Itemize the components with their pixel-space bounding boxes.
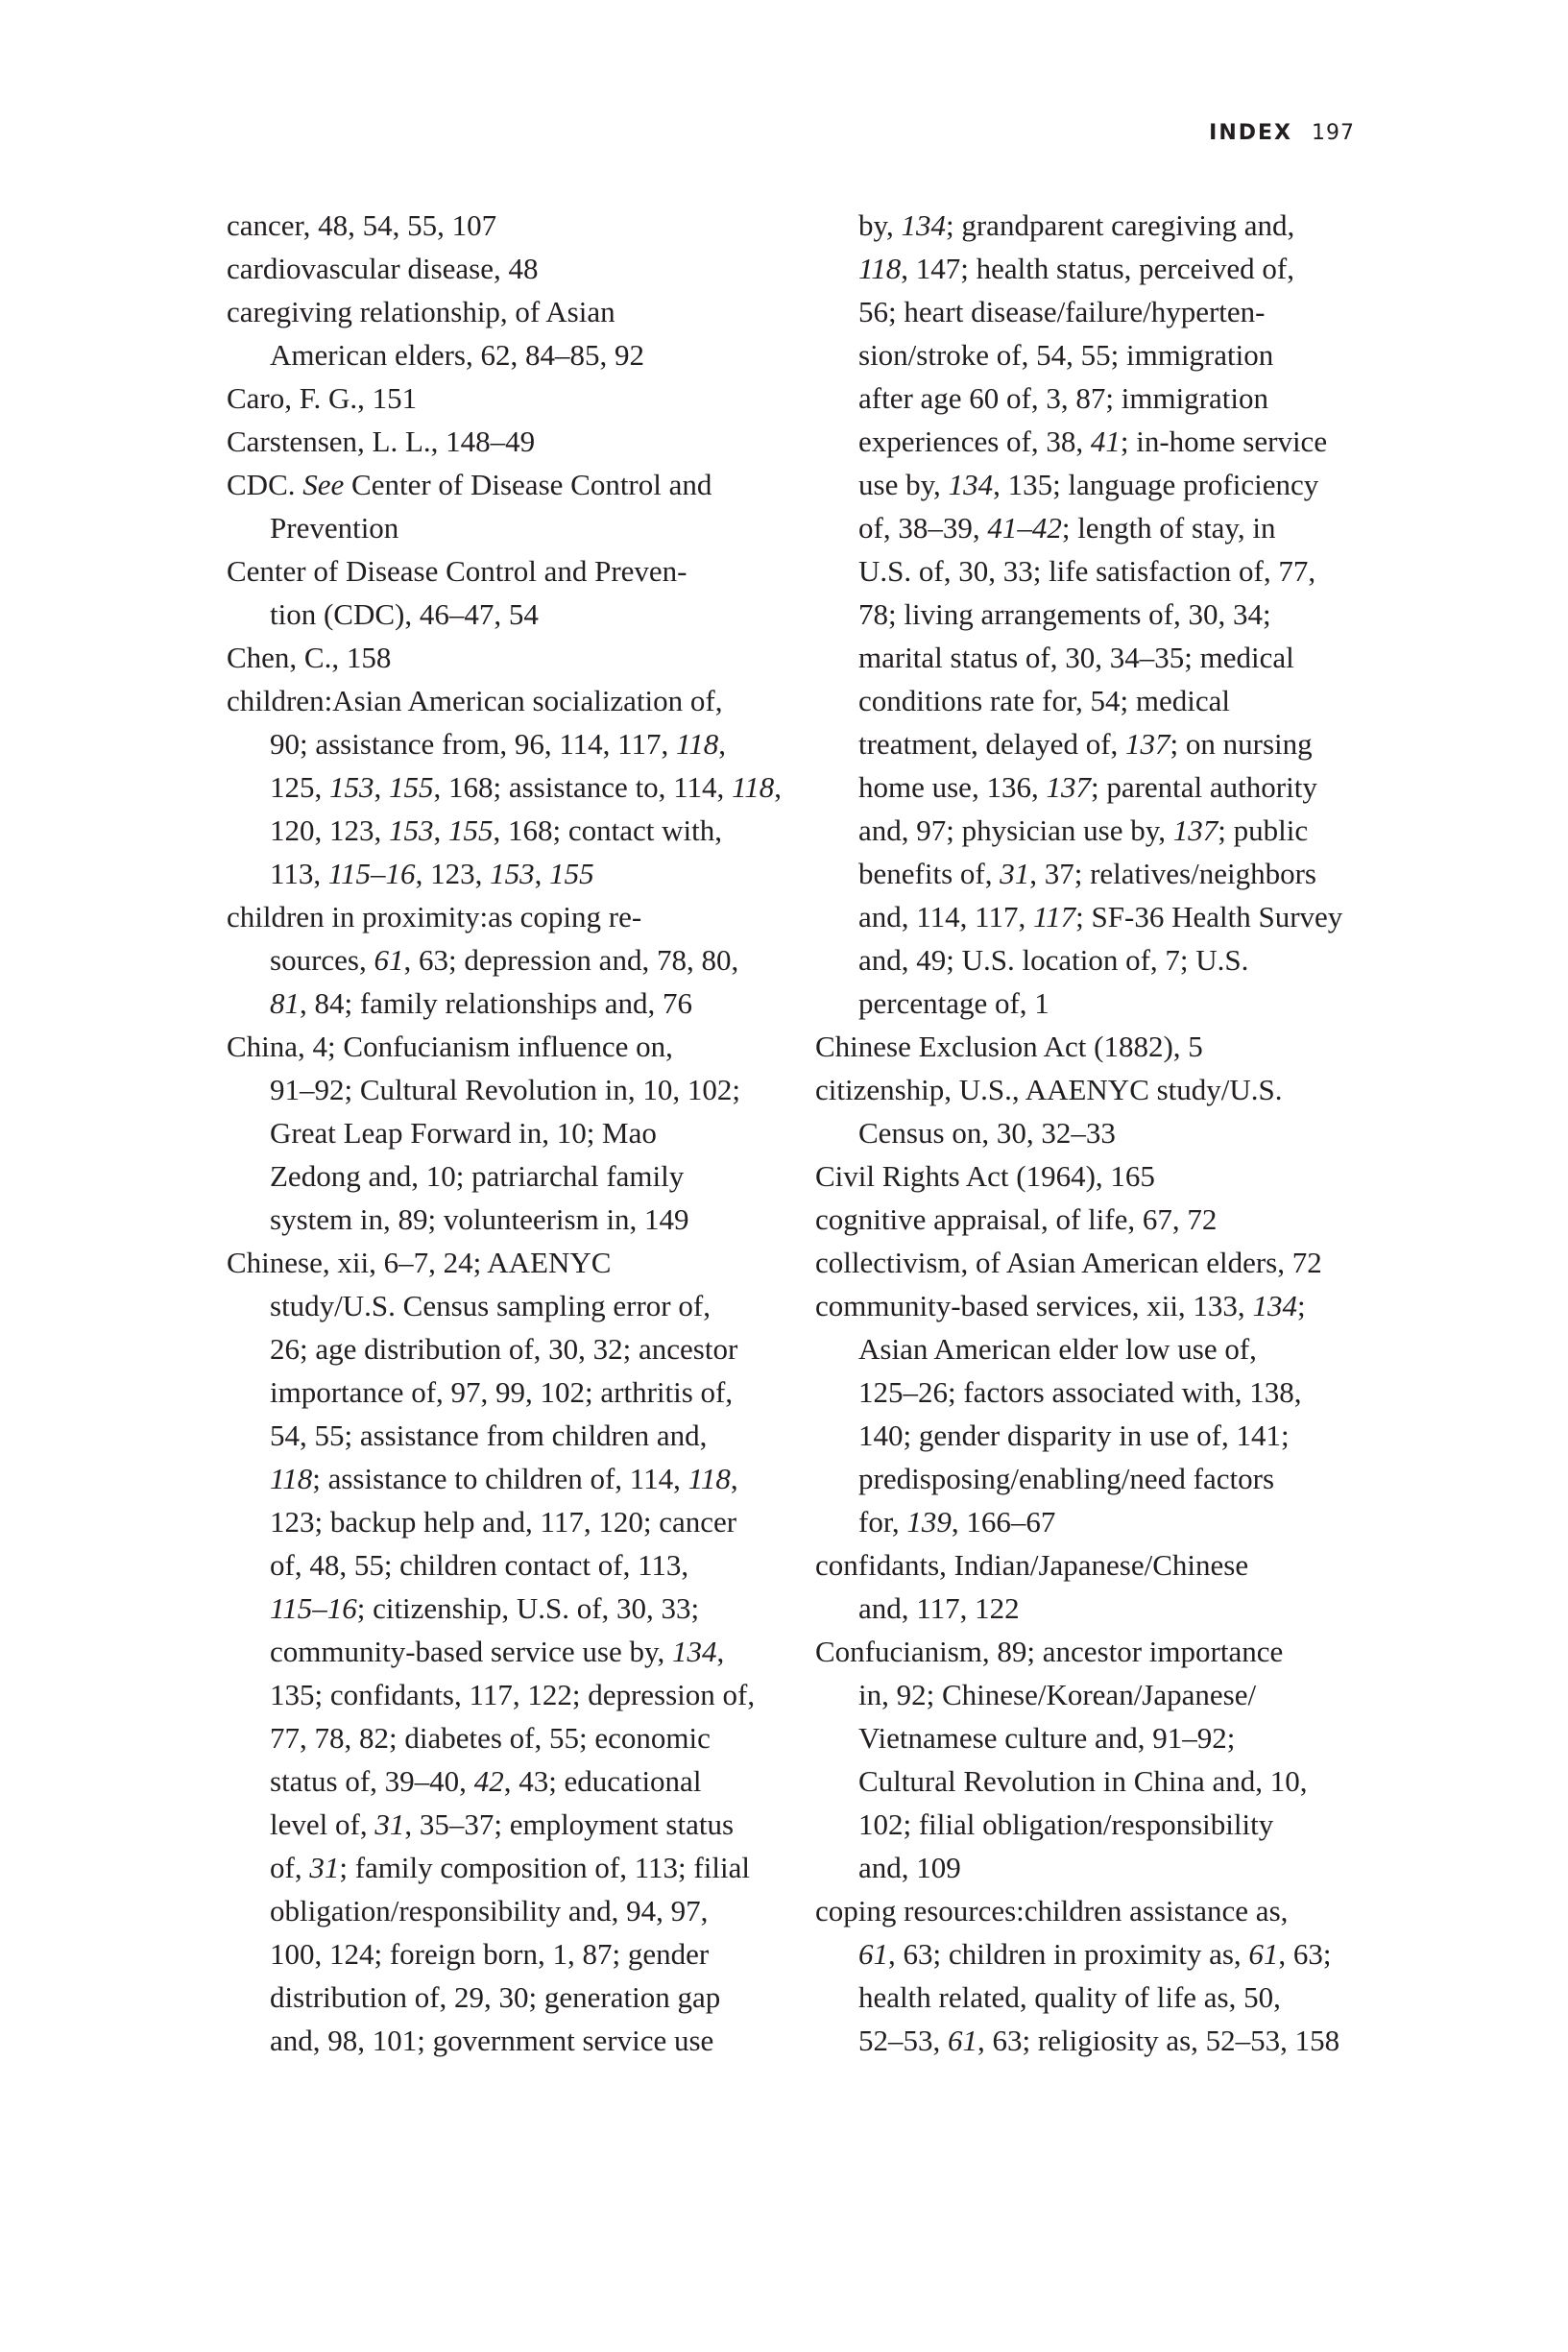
entry-text: , 63; religiosity as, 52–53, 158 [977, 2024, 1340, 2057]
entry-text: and, 117, 122 [858, 1591, 1020, 1625]
index-entry-continuation [815, 1327, 1382, 1370]
entry-text: marital status of, 30, 34–35; medical [858, 641, 1294, 674]
entry-text: 113, [270, 857, 328, 890]
index-entry [815, 1154, 1382, 1198]
index-entry-continuation [227, 506, 803, 549]
index-entry-continuation [227, 1327, 803, 1370]
index-entry-continuation [815, 1370, 1382, 1414]
index-entry-continuation [227, 1889, 803, 1932]
italic-page-ref: 117 [1032, 900, 1076, 934]
index-entry-continuation [815, 1846, 1382, 1889]
entry-text: , 84; family relationships and, 76 [300, 986, 692, 1020]
entry-text: by, [858, 208, 902, 242]
entry-text: citizenship, U.S., AAENYC study/U.S. [815, 1073, 1283, 1106]
entry-text: Chen, C., 158 [227, 641, 392, 674]
entry-text: ; assistance to children of, 114, [312, 1462, 688, 1495]
entry-text: , 43; educational [503, 1764, 702, 1798]
entry-text: 26; age distribution of, 30, 32; ancestor [270, 1332, 738, 1366]
entry-text: percentage of, 1 [858, 986, 1049, 1020]
index-entry-continuation [227, 1111, 803, 1154]
index-entry-continuation [815, 376, 1382, 420]
index-entry-continuation [227, 765, 803, 809]
italic-page-ref: 61 [1248, 1937, 1279, 1971]
index-entry-continuation [815, 549, 1382, 593]
entry-text: China, 4; Confucianism influence on, [227, 1030, 673, 1063]
entry-text: 102; filial obligation/responsibility [858, 1807, 1274, 1841]
entry-text: 125–26; factors associated with, 138, [858, 1375, 1302, 1409]
entry-text: Asian American elder low use of, [858, 1332, 1257, 1366]
entry-text: Center of Disease Control and [344, 468, 712, 501]
index-entry-continuation [815, 1932, 1382, 1976]
entry-text: children in proximity:as coping re- [227, 900, 642, 934]
entry-text: , 123, [415, 857, 491, 890]
index-entry [227, 679, 803, 722]
entry-text: , 37; relatives/neighbors [1029, 857, 1316, 890]
entry-text: ; in-home service [1120, 424, 1328, 458]
index-entry-continuation [815, 765, 1382, 809]
italic-page-ref: 31 [309, 1851, 340, 1884]
entry-text: ; SF-36 Health Survey [1075, 900, 1343, 934]
index-entry [815, 1284, 1382, 1327]
italic-page-ref: 137 [1125, 727, 1170, 761]
index-entry-continuation [815, 593, 1382, 636]
entry-text: system in, 89; volunteerism in, 149 [270, 1202, 689, 1236]
entry-text: of, 38–39, [858, 511, 988, 545]
index-entry-continuation [227, 1976, 803, 2019]
index-entry-continuation [815, 2019, 1382, 2062]
index-entry-continuation [227, 1198, 803, 1241]
italic-page-ref: 118 [688, 1462, 731, 1495]
entry-text: , [534, 857, 550, 890]
entry-text: ; citizenship, U.S. of, 30, 33; [356, 1591, 700, 1625]
index-entry [227, 895, 803, 938]
index-entry-continuation [227, 1414, 803, 1457]
index-entry [815, 1068, 1382, 1111]
italic-page-ref: 153 [490, 857, 535, 890]
entry-text: in, 92; Chinese/Korean/Japanese/ [858, 1678, 1257, 1711]
entry-text: children:Asian American socialization of, [227, 684, 723, 717]
entry-text: , 166–67 [951, 1505, 1056, 1539]
index-entry-continuation [227, 1284, 803, 1327]
entry-text: ; on nursing [1170, 727, 1313, 761]
italic-page-ref: 118 [732, 770, 775, 804]
entry-text: 54, 55; assistance from children and, [270, 1418, 708, 1452]
entry-text: use by, [858, 468, 949, 501]
entry-text: 125, [270, 770, 329, 804]
running-head [1209, 121, 1355, 145]
entry-text: , 63; children in proximity as, [888, 1937, 1249, 1971]
index-entry-continuation [815, 333, 1382, 376]
index-entry-continuation [227, 1932, 803, 1976]
italic-page-ref: 41–42 [987, 511, 1062, 545]
entry-text: Census on, 30, 32–33 [858, 1116, 1116, 1150]
entry-text: 135; confidants, 117, 122; depression of, [270, 1678, 756, 1711]
entry-text: home use, 136, [858, 770, 1047, 804]
italic-page-ref: 42 [473, 1764, 504, 1798]
index-entry [227, 1241, 803, 1284]
entry-text: Zedong and, 10; patriarchal family [270, 1159, 685, 1193]
index-entry-continuation [227, 2019, 803, 2062]
index-entry [815, 1198, 1382, 1241]
entry-text: and, 49; U.S. location of, 7; U.S. [858, 943, 1249, 977]
entry-text: coping resources:children assistance as, [815, 1894, 1289, 1928]
index-entry [815, 1543, 1382, 1587]
index-entry [227, 636, 803, 679]
entry-text: 120, 123, [270, 813, 389, 847]
index-entry-continuation [815, 1716, 1382, 1759]
entry-text: , 63; depression and, 78, 80, [403, 943, 739, 977]
entry-text: American elders, 62, 84–85, 92 [270, 338, 644, 372]
entry-text: Carstensen, L. L., 148–49 [227, 424, 536, 458]
entry-text: Chinese, xii, 6–7, 24; AAENYC [227, 1246, 612, 1279]
index-entry-continuation [815, 1500, 1382, 1543]
italic-page-ref: 118 [676, 727, 719, 761]
italic-page-ref: 61 [948, 2024, 977, 2057]
index-entry-continuation [815, 722, 1382, 765]
index-entry-continuation [227, 1846, 803, 1889]
entry-text: Vietnamese culture and, 91–92; [858, 1721, 1236, 1755]
italic-page-ref: 31 [374, 1807, 405, 1841]
index-entry-continuation [815, 1759, 1382, 1803]
entry-text: , [730, 1462, 738, 1495]
index-entry-continuation [227, 593, 803, 636]
index-entry-continuation [227, 722, 803, 765]
index-entry-continuation [227, 852, 803, 895]
section-label: INDEX [1209, 121, 1292, 145]
italic-page-ref: 134 [671, 1635, 717, 1668]
index-entry-continuation [815, 636, 1382, 679]
entry-text: ; parental authority [1090, 770, 1317, 804]
italic-page-ref: 118 [858, 252, 902, 285]
index-entry-continuation [815, 290, 1382, 333]
entry-text: sources, [270, 943, 374, 977]
entry-text: Great Leap Forward in, 10; Mao [270, 1116, 657, 1150]
index-entry [227, 247, 803, 290]
index-entry-continuation [227, 938, 803, 982]
index-entry-continuation [815, 1587, 1382, 1630]
entry-text: 77, 78, 82; diabetes of, 55; economic [270, 1721, 711, 1755]
entry-text: community-based services, xii, 133, [815, 1289, 1253, 1322]
italic-page-ref: 31 [1000, 857, 1030, 890]
entry-text: cognitive appraisal, of life, 67, 72 [815, 1202, 1218, 1236]
italic-page-ref: 155 [448, 813, 494, 847]
entry-text: , [374, 770, 389, 804]
entry-text: , 168; contact with, [493, 813, 722, 847]
index-entry-continuation [227, 1500, 803, 1543]
entry-text: tion (CDC), 46–47, 54 [270, 597, 539, 631]
entry-text: and, 109 [858, 1851, 961, 1884]
index-entry-continuation [227, 333, 803, 376]
entry-text: benefits of, [858, 857, 1001, 890]
index-entry-continuation [227, 1716, 803, 1759]
index-entry-continuation [815, 1976, 1382, 2019]
index-entry-continuation [227, 1370, 803, 1414]
entry-text: 100, 124; foreign born, 1, 87; gender [270, 1937, 710, 1971]
index-entry-continuation [227, 1068, 803, 1111]
index-entry [227, 290, 803, 333]
entry-text: level of, [270, 1807, 375, 1841]
index-entry-continuation [815, 506, 1382, 549]
italic-page-ref: 153 [329, 770, 374, 804]
index-entry-continuation [227, 1803, 803, 1846]
entry-text: 78; living arrangements of, 30, 34; [858, 597, 1271, 631]
index-entry-continuation [815, 1414, 1382, 1457]
entry-text: treatment, delayed of, [858, 727, 1126, 761]
italic-page-ref: 134 [901, 208, 946, 242]
italic-page-ref: See [302, 468, 345, 501]
index-entry-continuation [815, 895, 1382, 938]
italic-page-ref: 41 [1090, 424, 1121, 458]
entry-text: , 135; language proficiency [993, 468, 1319, 501]
entry-text: 56; heart disease/failure/hyperten- [858, 295, 1266, 328]
entry-text: , 147; health status, perceived of, [901, 252, 1294, 285]
index-entry [815, 1025, 1382, 1068]
index-entry-continuation [227, 1673, 803, 1716]
index-entry [815, 1889, 1382, 1932]
entry-text: for, [858, 1505, 907, 1539]
entry-text: and, 98, 101; government service use [270, 2024, 714, 2057]
index-entry-continuation [815, 1673, 1382, 1716]
index-entry-continuation [815, 420, 1382, 463]
entry-text: conditions rate for, 54; medical [858, 684, 1231, 717]
entry-text: Confucianism, 89; ancestor importance [815, 1635, 1284, 1668]
index-entry [227, 1025, 803, 1068]
entry-text: status of, 39–40, [270, 1764, 474, 1798]
italic-page-ref: 61 [374, 943, 404, 977]
entry-text: distribution of, 29, 30; generation gap [270, 1980, 721, 2014]
entry-text: U.S. of, 30, 33; life satisfaction of, 77, [858, 554, 1316, 588]
entry-text: Chinese Exclusion Act (1882), 5 [815, 1030, 1203, 1063]
entry-text: 91–92; Cultural Revolution in, 10, 102; [270, 1073, 740, 1106]
entry-text: obligation/responsibility and, 94, 97, [270, 1894, 709, 1928]
entry-text: experiences of, 38, [858, 424, 1091, 458]
entry-text: , [718, 727, 726, 761]
italic-page-ref: 153 [389, 813, 434, 847]
index-entry-continuation [227, 1457, 803, 1500]
entry-text: , 168; assistance to, 114, [433, 770, 733, 804]
entry-text: , 35–37; employment status [404, 1807, 735, 1841]
italic-page-ref: 61 [858, 1937, 888, 1971]
entry-text: , [433, 813, 448, 847]
index-column-right [815, 204, 1382, 2062]
index-entry-continuation [815, 1111, 1382, 1154]
index-entry-continuation [815, 809, 1382, 852]
entry-text: 52–53, [858, 2024, 948, 2057]
entry-text: and, 97; physician use by, [858, 813, 1173, 847]
italic-page-ref: 155 [549, 857, 594, 890]
entry-text: ; [1296, 1289, 1306, 1322]
entry-text: 90; assistance from, 96, 114, 117, [270, 727, 677, 761]
italic-page-ref: 137 [1172, 813, 1218, 847]
italic-page-ref: 137 [1046, 770, 1091, 804]
entry-text: community-based service use by, [270, 1635, 672, 1668]
entry-text: Civil Rights Act (1964), 165 [815, 1159, 1155, 1193]
index-entry [227, 204, 803, 247]
index-entry-continuation [227, 1543, 803, 1587]
entry-text: ; grandparent caregiving and, [946, 208, 1295, 242]
italic-page-ref: 139 [906, 1505, 952, 1539]
entry-text: Caro, F. G., 151 [227, 381, 418, 415]
entry-text: 140; gender disparity in use of, 141; [858, 1418, 1290, 1452]
index-entry-continuation [815, 679, 1382, 722]
entry-text: collectivism, of Asian American elders, 72 [815, 1246, 1322, 1279]
index-entry-continuation [815, 852, 1382, 895]
entry-text: , [774, 770, 782, 804]
entry-text: of, [270, 1851, 310, 1884]
entry-text: health related, quality of life as, 50, [858, 1980, 1281, 2014]
entry-text: , 63; [1278, 1937, 1332, 1971]
entry-text: Cultural Revolution in China and, 10, [858, 1764, 1308, 1798]
entry-text: sion/stroke of, 54, 55; immigration [858, 338, 1274, 372]
italic-page-ref: 134 [1252, 1289, 1297, 1322]
index-entry-continuation [227, 1154, 803, 1198]
index-entry [815, 1630, 1382, 1673]
index-column-left [227, 204, 803, 2062]
index-entry-continuation [227, 1759, 803, 1803]
index-entry [227, 420, 803, 463]
entry-text: and, 114, 117, [858, 900, 1033, 934]
entry-text: importance of, 97, 99, 102; arthritis of, [270, 1375, 734, 1409]
entry-text: Center of Disease Control and Preven- [227, 554, 688, 588]
index-entry-continuation [227, 1630, 803, 1673]
entry-text: ; family composition of, 113; filial [339, 1851, 750, 1884]
index-entry-continuation [815, 1803, 1382, 1846]
page-number: 197 [1312, 121, 1355, 145]
italic-page-ref: 134 [948, 468, 994, 501]
italic-page-ref: 155 [389, 770, 434, 804]
entry-text: caregiving relationship, of Asian [227, 295, 615, 328]
index-entry-continuation [815, 938, 1382, 982]
index-entry-continuation [815, 247, 1382, 290]
italic-page-ref: 81 [270, 986, 300, 1020]
index-entry [227, 549, 803, 593]
index-entry-continuation [815, 463, 1382, 506]
index-entry-continuation [227, 1587, 803, 1630]
index-entry-continuation [815, 1457, 1382, 1500]
entry-text: ; public [1218, 813, 1309, 847]
index-entry-continuation [815, 204, 1382, 247]
entry-text: , [716, 1635, 725, 1668]
index-entry [227, 376, 803, 420]
index-entry-continuation [815, 982, 1382, 1025]
index-entry [815, 1241, 1382, 1284]
entry-text: cancer, 48, 54, 55, 107 [227, 208, 497, 242]
entry-text: ; length of stay, in [1061, 511, 1276, 545]
entry-text: CDC. [227, 468, 303, 501]
entry-text: after age 60 of, 3, 87; immigration [858, 381, 1268, 415]
entry-text: study/U.S. Census sampling error of, [270, 1289, 711, 1322]
italic-page-ref: 115–16 [270, 1591, 357, 1625]
entry-text: of, 48, 55; children contact of, 113, [270, 1548, 689, 1582]
entry-text: cardiovascular disease, 48 [227, 252, 539, 285]
entry-text: Prevention [270, 511, 399, 545]
italic-page-ref: 118 [270, 1462, 313, 1495]
entry-text: 123; backup help and, 117, 120; cancer [270, 1505, 737, 1539]
index-entry-continuation [227, 982, 803, 1025]
index-entry [227, 463, 803, 506]
entry-text: predisposing/enabling/need factors [858, 1462, 1275, 1495]
entry-text: confidants, Indian/Japanese/Chinese [815, 1548, 1249, 1582]
index-entry-continuation [227, 809, 803, 852]
italic-page-ref: 115–16 [327, 857, 416, 890]
